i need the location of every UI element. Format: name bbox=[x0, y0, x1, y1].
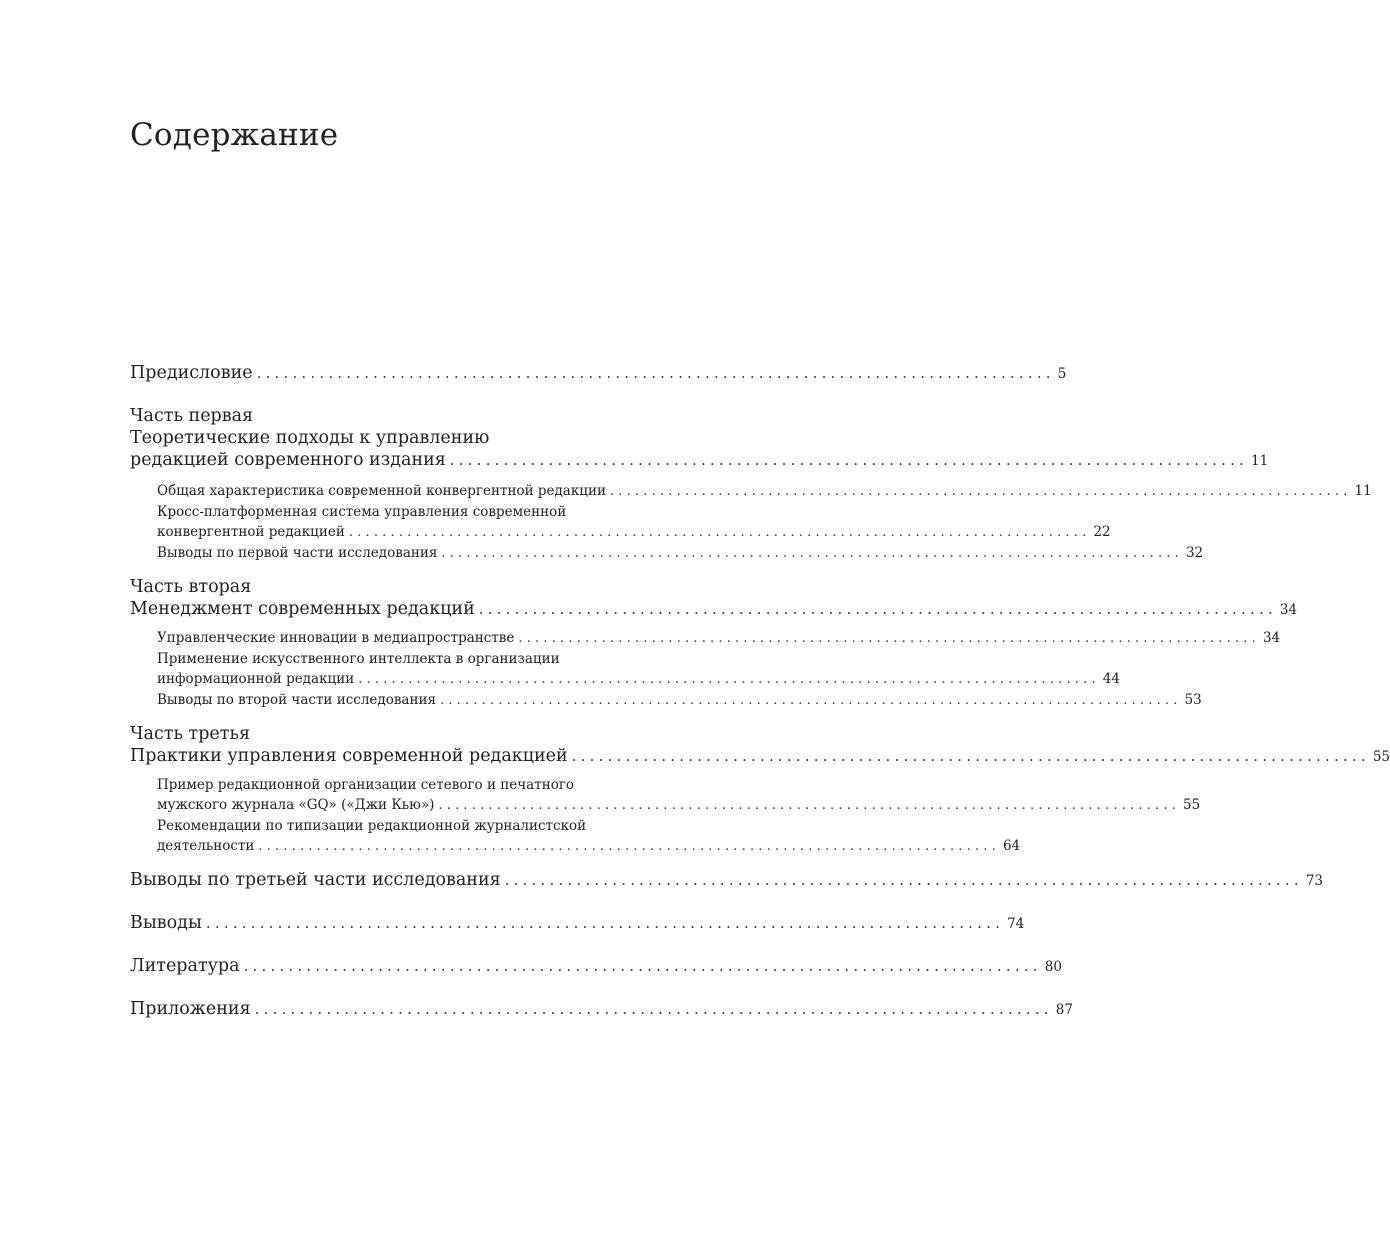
toc-page-number: 34 bbox=[1279, 602, 1298, 618]
toc-subentry[interactable] bbox=[130, 543, 1204, 564]
toc-entry-text: Приложения bbox=[130, 999, 251, 1019]
toc-page-number: 87 bbox=[1055, 1002, 1073, 1018]
table-of-contents bbox=[130, 360, 1390, 1021]
leader-dots: ......................................................................................... bbox=[254, 1000, 1053, 1018]
toc-entry-part2[interactable] bbox=[130, 598, 1298, 621]
toc-page-number: 32 bbox=[1185, 545, 1204, 561]
toc-entry-literature[interactable] bbox=[130, 955, 1062, 978]
toc-page-number: 55 bbox=[1182, 797, 1201, 813]
toc-page-number: 64 bbox=[1002, 838, 1021, 854]
leader-dots: ......................................................................................... bbox=[348, 525, 1091, 540]
leader-dots: ......................................................................................... bbox=[504, 871, 1303, 889]
toc-subentry[interactable] bbox=[130, 836, 1021, 857]
toc-subentry[interactable] bbox=[130, 669, 1120, 690]
leader-dots: ......................................................................................... bbox=[256, 364, 1055, 382]
toc-page-number: 11 bbox=[1354, 483, 1372, 499]
leader-dots: ......................................................................................... bbox=[438, 798, 1180, 813]
leader-dots: ......................................................................................... bbox=[258, 839, 1000, 854]
leader-dots: ......................................................................................... bbox=[478, 600, 1277, 618]
toc-page-number: 55 bbox=[1372, 749, 1390, 765]
toc-page-number: 74 bbox=[1007, 916, 1025, 932]
leader-dots: ......................................................................................... bbox=[571, 747, 1370, 765]
toc-page-number: 34 bbox=[1262, 630, 1281, 646]
toc-entry-text: Управленческие инновации в медиапространстве bbox=[157, 630, 515, 646]
toc-entry-text: информационной редакции bbox=[157, 671, 355, 687]
toc-subentry[interactable] bbox=[130, 690, 1202, 711]
toc-entry-appendices[interactable] bbox=[130, 998, 1073, 1021]
toc-subentry-line: Рекомендации по типизации редакционной журналистской bbox=[157, 818, 587, 834]
leader-dots: ......................................................................................... bbox=[449, 451, 1249, 469]
toc-entry-text: Литература bbox=[130, 956, 240, 976]
toc-subentry-line: Применение искусственного интеллекта в организации bbox=[157, 651, 560, 667]
toc-page-number: 80 bbox=[1044, 959, 1062, 975]
toc-subentry[interactable] bbox=[130, 628, 1281, 649]
toc-entry-text: Выводы bbox=[130, 913, 202, 933]
toc-page-number: 44 bbox=[1102, 671, 1120, 687]
leader-dots: ......................................................................................... bbox=[440, 693, 1182, 708]
toc-entry-conclusions[interactable] bbox=[130, 912, 1025, 935]
part-title-line: Теоретические подходы к управлению bbox=[130, 428, 490, 448]
part-label: Часть первая bbox=[130, 406, 254, 426]
toc-entry-text: конвергентной редакцией bbox=[157, 524, 345, 540]
toc-entry-part3[interactable] bbox=[130, 745, 1390, 768]
toc-page-number: 73 bbox=[1305, 873, 1324, 889]
toc-entry-part3-conclusions[interactable] bbox=[130, 869, 1324, 892]
toc-page-number: 53 bbox=[1184, 692, 1202, 708]
toc-entry-text: Выводы по третьей части исследования bbox=[130, 870, 501, 890]
page-title: Содержание bbox=[130, 117, 339, 153]
leader-dots: ......................................................................................... bbox=[441, 546, 1183, 561]
leader-dots: ......................................................................................... bbox=[609, 484, 1352, 499]
toc-entry-text: Менеджмент современных редакций bbox=[130, 599, 475, 619]
toc-entry-text: Выводы по первой части исследования bbox=[157, 545, 438, 561]
leader-dots: ......................................................................................... bbox=[243, 957, 1042, 975]
toc-entry-text: Практики управления современной редакцией bbox=[130, 746, 568, 766]
toc-page-number: 11 bbox=[1251, 453, 1269, 469]
part-label: Часть третья bbox=[130, 724, 251, 744]
toc-subentry[interactable] bbox=[130, 481, 1372, 502]
toc-entry-part1[interactable] bbox=[130, 449, 1269, 472]
toc-entry-preface[interactable] bbox=[130, 362, 1067, 385]
toc-entry-text: Общая характеристика современной конвергентной редакции bbox=[157, 483, 606, 499]
leader-dots: ......................................................................................... bbox=[518, 631, 1260, 646]
leader-dots: ......................................................................................... bbox=[358, 672, 1100, 687]
toc-subentry[interactable] bbox=[130, 795, 1201, 816]
toc-entry-text: мужского журнала «GQ» («Джи Кью») bbox=[157, 797, 435, 813]
part-label: Часть вторая bbox=[130, 577, 252, 597]
toc-entry-text: Предисловие bbox=[130, 363, 253, 383]
toc-subentry-line: Кросс-платформенная система управления современной bbox=[157, 504, 567, 520]
toc-subentry-line: Пример редакционной организации сетевого и печатного bbox=[157, 777, 575, 793]
toc-entry-text: деятельности bbox=[157, 838, 255, 854]
toc-subentry[interactable] bbox=[130, 522, 1111, 543]
toc-entry-text: редакцией современного издания bbox=[130, 450, 446, 470]
leader-dots: ......................................................................................... bbox=[205, 914, 1005, 932]
toc-page-number: 5 bbox=[1057, 366, 1067, 382]
toc-entry-text: Выводы по второй части исследования bbox=[157, 692, 436, 708]
toc-page-number: 22 bbox=[1093, 524, 1111, 540]
